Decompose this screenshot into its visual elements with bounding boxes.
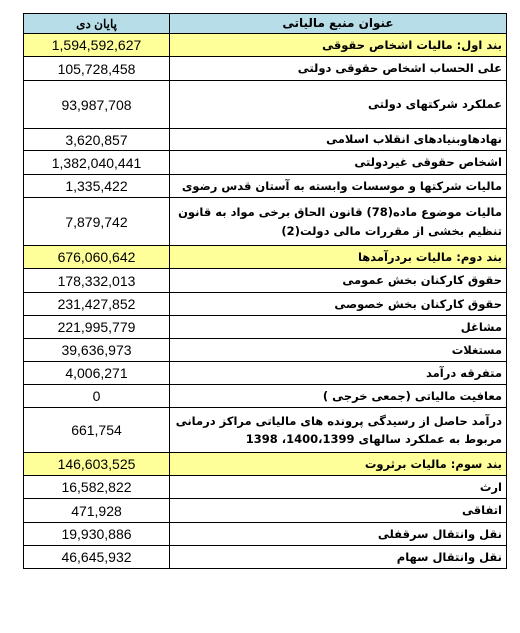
row-value: 231,427,852 (24, 293, 170, 316)
row-value: 471,928 (24, 499, 170, 523)
table-row (24, 385, 507, 408)
row-value: 19,930,886 (24, 523, 170, 546)
row-value: 1,382,040,441 (24, 151, 170, 175)
table-row (24, 198, 507, 246)
row-label: ارث (170, 476, 507, 499)
table-row (24, 362, 507, 385)
table-row (24, 523, 507, 546)
row-value: 661,754 (24, 408, 170, 453)
table-row (24, 175, 507, 198)
row-label: اتفاقی (170, 499, 507, 523)
row-label: بند سوم: مالیات برثروت (170, 453, 507, 476)
row-label: مالیات شرکتها و موسسات وابسته به آستان قدس رضوی (170, 175, 507, 198)
table-row (24, 546, 507, 569)
row-value: 4,006,271 (24, 362, 170, 385)
row-value: 7,879,742 (24, 198, 170, 246)
table-header-row (24, 14, 507, 34)
row-value: 221,995,779 (24, 316, 170, 339)
table-row (24, 151, 507, 175)
table-row (24, 129, 507, 151)
tax-revenue-table (23, 13, 507, 569)
row-label: عملکرد شرکتهای دولتی (170, 81, 507, 129)
row-label: حقوق کارکنان بخش عمومی (170, 269, 507, 293)
row-label: بند دوم: مالیات بردرآمدها (170, 246, 507, 269)
row-label: مستغلات (170, 339, 507, 362)
table-row (24, 81, 507, 129)
row-label: نقل وانتقال سهام (170, 546, 507, 569)
table-row (24, 293, 507, 316)
table-row (24, 269, 507, 293)
section-row-income (24, 246, 507, 269)
row-value: 1,335,422 (24, 175, 170, 198)
row-value: 3,620,857 (24, 129, 170, 151)
row-value: 146,603,525 (24, 453, 170, 476)
row-label: حقوق کارکنان بخش خصوصی (170, 293, 507, 316)
row-label: معافیت مالیاتی (جمعی خرجی ) (170, 385, 507, 408)
section-row-wealth (24, 453, 507, 476)
row-label: مالیات موضوع ماده(78) قانون الحاق برخی مواد به قانون تنظیم بخشی از مقررات مالی دولت(2) (170, 198, 507, 246)
row-value: 676,060,642 (24, 246, 170, 269)
row-label: نقل وانتقال سرقفلی (170, 523, 507, 546)
row-value: 46,645,932 (24, 546, 170, 569)
row-label: اشخاص حقوقی غیردولتی (170, 151, 507, 175)
table-row (24, 339, 507, 362)
table-row (24, 476, 507, 499)
row-value: 178,332,013 (24, 269, 170, 293)
row-label: متفرقه درآمد (170, 362, 507, 385)
table-row (24, 57, 507, 81)
table-row (24, 408, 507, 453)
row-label: بند اول: مالیات اشخاص حقوقی (170, 34, 507, 57)
row-value: 93,987,708 (24, 81, 170, 129)
row-value: 105,728,458 (24, 57, 170, 81)
row-label: مشاغل (170, 316, 507, 339)
row-value: 39,636,973 (24, 339, 170, 362)
row-label: درآمد حاصل از رسیدگی پرونده های مالیاتی مراکز درمانی مربوط به عملکرد سالهای 1400،1399، 1398 (170, 408, 507, 453)
table-row (24, 316, 507, 339)
table-row (24, 499, 507, 523)
row-value: 16,582,822 (24, 476, 170, 499)
section-row-corporate (24, 34, 507, 57)
column-header-label: عنوان منبع مالیاتی (170, 14, 507, 34)
row-value: 1,594,592,627 (24, 34, 170, 57)
row-label: نهادهاوبنیادهای انقلاب اسلامی (170, 129, 507, 151)
row-label: علی الحساب اشخاص حقوقی دولتی (170, 57, 507, 81)
column-header-value: پایان دی (24, 14, 170, 34)
row-value: 0 (24, 385, 170, 408)
